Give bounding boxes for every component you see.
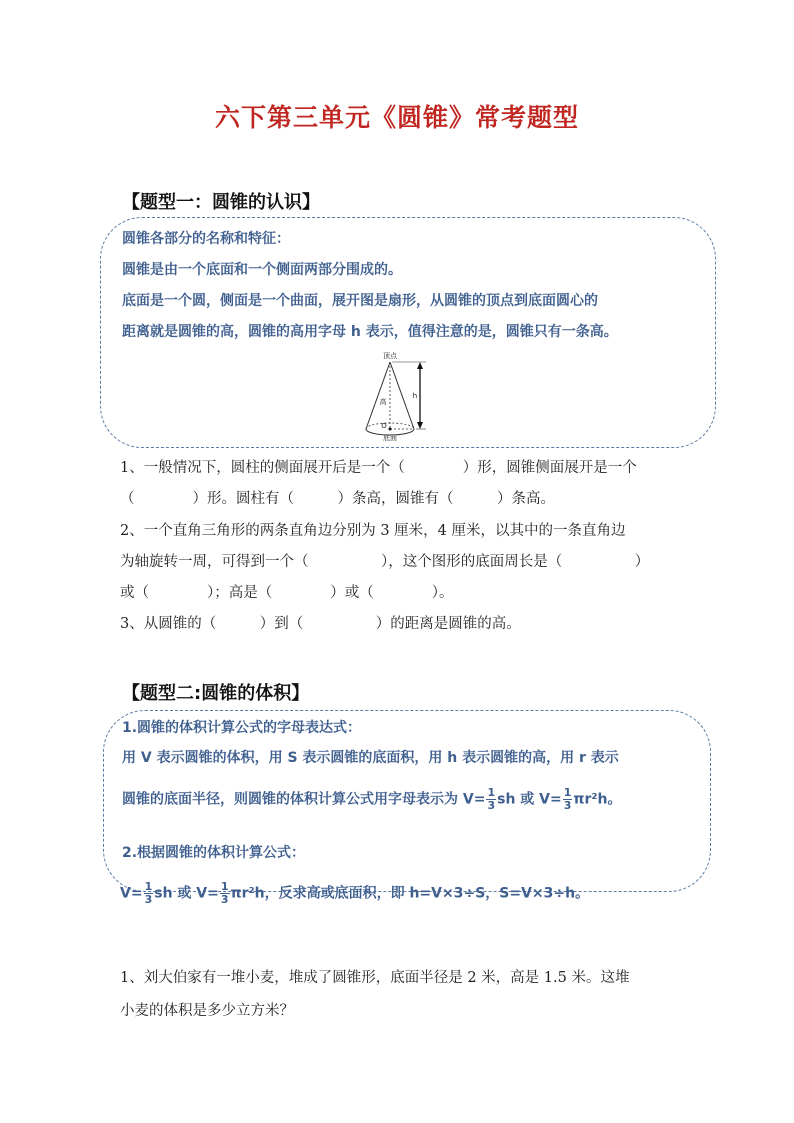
formula-line: 用 V 表示圆锥的体积，用 S 表示圆锥的底面积，用 h 表示圆锥的高，用 r 表示 bbox=[122, 750, 619, 766]
fraction-one-third: $\frac{1}{3}$ bbox=[144, 880, 153, 906]
cone-diagram bbox=[350, 350, 450, 442]
base-label: 底面 bbox=[383, 434, 397, 442]
formula-line-inverse bbox=[120, 881, 589, 906]
question-line: （ ）形。圆柱有（ ）条高，圆锥有（ ）条高。 bbox=[120, 491, 555, 507]
question-line: 2、一个直角三角形的两条直角边分别为 3 厘米，4 厘米，以其中的一条直角边 bbox=[120, 523, 626, 539]
formula-text: V= bbox=[120, 885, 143, 902]
h-label: h bbox=[412, 392, 418, 400]
formula-text: πr²h。 bbox=[573, 791, 622, 808]
concept-line: 距离就是圆锥的高，圆锥的高用字母 h 表示，值得注意的是，圆锥只有一条高。 bbox=[122, 324, 618, 340]
question-line: 1、刘大伯家有一堆小麦，堆成了圆锥形，底面半径是 2 米，高是 1.5 米。这堆 bbox=[120, 970, 630, 986]
concept-line: 底面是一个圆，侧面是一个曲面，展开图是扇形，从圆锥的顶点到底面圆心的 bbox=[122, 293, 598, 309]
concept-line: 圆锥是由一个底面和一个侧面两部分围成的。 bbox=[122, 262, 402, 278]
section-heading-1: 【题型一：圆锥的认识】 bbox=[122, 192, 320, 213]
page-title: 六下第三单元《圆锥》常考题型 bbox=[214, 103, 579, 132]
height-label: 高 bbox=[379, 398, 387, 406]
fraction-one-third: $\frac{1}{3}$ bbox=[487, 786, 496, 812]
question-line: 小麦的体积是多少立方米？ bbox=[120, 1003, 294, 1019]
question-line: 3、从圆锥的（ ）到（ ）的距离是圆锥的高。 bbox=[120, 616, 521, 632]
formula-line: 1.圆锥的体积计算公式的字母表达式： bbox=[122, 720, 362, 736]
question-line: 为轴旋转一周，可得到一个（ ），这个图形的底面周长是（ ） bbox=[120, 554, 650, 570]
formula-text: sh 或 V= bbox=[154, 885, 219, 902]
fraction-one-third: $\frac{1}{3}$ bbox=[220, 880, 229, 906]
apex-label: 顶点 bbox=[383, 352, 397, 360]
section-heading-2: 【题型二:圆锥的体积】 bbox=[122, 683, 310, 704]
formula-line: 2.根据圆锥的体积计算公式： bbox=[122, 845, 306, 861]
center-label: O bbox=[381, 422, 387, 430]
fraction-one-third: $\frac{1}{3}$ bbox=[563, 786, 572, 812]
formula-text: πr²h，反求高或底面积，即 h=V×3÷S，S=V×3÷h。 bbox=[230, 885, 590, 902]
formula-text: 圆锥的底面半径，则圆锥的体积计算公式用字母表示为 V= bbox=[122, 791, 486, 808]
formula-line-volume bbox=[122, 787, 621, 812]
question-line: 1、一般情况下，圆柱的侧面展开后是一个（ ）形，圆锥侧面展开是一个 bbox=[120, 460, 637, 476]
question-line: 或（ ）；高是（ ）或（ ）。 bbox=[120, 585, 454, 601]
formula-text: sh 或 V= bbox=[497, 791, 562, 808]
concept-line: 圆锥各部分的名称和特征： bbox=[122, 231, 290, 247]
